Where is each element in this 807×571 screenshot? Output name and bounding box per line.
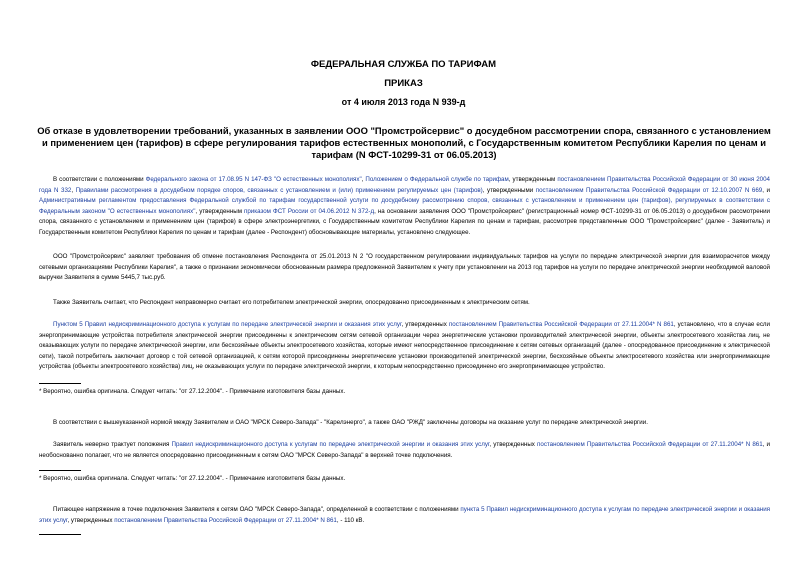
link-clause-5-rules-b[interactable]: пункта 5 Правил недискриминационного доступа к услугам по передаче электрической энергии и оказания этих услуг: [39, 506, 771, 524]
link-federal-law-147[interactable]: Федерального закона от 17.08.95 N 147-ФЗ "О естественных монополиях": [145, 176, 362, 183]
paragraph-1: [39, 175, 770, 238]
paragraph-4: [39, 320, 770, 373]
link-decree-861[interactable]: постановлением Правительства Российской Федерации от 27.11.2004* N 861: [448, 321, 674, 328]
paragraph-5: В соответствии с вышеуказанной нормой между Заявителем и ОАО "МРСК Северо-Запада" - "Карелэнерго", а также ОАО "РЖД" заключены договоры на оказание услуг по передаче электрической энергии.: [53, 419, 648, 426]
p1-text-7: , утвержденным: [195, 207, 245, 215]
footnote-divider-2: [39, 470, 81, 471]
paragraph-2: ООО "Промстройсервис" заявляет требования об отмене постановления Респондента от 25.01.2013 N 2 "О государственном регулировании индивидуальных тарифов на услуги по передаче электрической энергии для взаиморасчетов между сетевыми организациями Республики Карелия", а также о признании экономически обоснованным размера предложенной Заявителем к учету при установлении на 2013 год тарифов на услуги по передаче электрической энергии необходимой валовой выручки Заявителя в сумме 5445,7 тыс.руб.: [39, 253, 770, 281]
paragraph-6: [39, 440, 770, 461]
paragraph-3: Также Заявитель считает, что Респондент неправомерно считает его потребителем электрической энергии, опосредованно присоединенным к электрическим сетям.: [53, 299, 530, 306]
document-title: Об отказе в удовлетворении требований, указанных в заявлении ООО "Промстройсервис" о досудебном рассмотрении спора, связанного с установлением и применением цен (тарифов) в сфере регулирования тарифов естественных монополий, с Государственным комитетом Республики Карелия по ценам и тарифам (N ФСТ-10299-31 от 06.05.2013): [37, 125, 771, 160]
footnote-divider: [39, 383, 81, 384]
link-nondiscriminatory-rules[interactable]: Правил недискриминационного доступа к услугам по передаче электрической энергии и оказания этих услуг: [171, 441, 490, 448]
p1-text-4: ,: [71, 186, 76, 194]
p1-text-6: , и: [762, 186, 770, 194]
link-decree-861-c[interactable]: постановлением Правительства Российской Федерации от 27.11.2004* N 861: [114, 516, 337, 524]
p1-text-8: , на основании заявления ООО "Промстройсервис" (регистрационный номер ФСТ-10299-31 от 06.05.2013) о досудебном рассмотрении спора, связанного с установлением и применением цен (тарифов) в сфере электроэнергетики, с Государственным комитетом Республики Карелия по ценам и тарифам, рассмотрев представленные ООО "Промстройсервис" (далее - Заявитель) и Государственным комитетом Республики Карелия по ценам и тарифам (далее - Респондент) обосновывающие материалы, установлено следующее.: [39, 207, 770, 236]
p1-text-1: В соответствии с положениями: [53, 176, 146, 183]
doc-type-heading: ПРИКАЗ: [384, 78, 423, 89]
link-dispute-rules[interactable]: Правилами рассмотрения в досудебном порядке споров, связанных с установлением и (или) применением регулируемых цен (тарифов): [75, 186, 483, 194]
p1-text-2: ,: [361, 176, 366, 183]
paragraph-7: [39, 505, 770, 526]
p6-text-3: , и необоснованно полагает, что не является опосредованно присоединенным к сетям ОАО "МРСК Северо-Запада" в верхней точке подключения.: [39, 441, 770, 459]
p7-text-3: , - 110 кВ.: [336, 516, 365, 524]
link-decree-861-b[interactable]: постановлением Правительства Российской Федерации от 27.11.2004* N 861: [537, 441, 763, 448]
link-order-372[interactable]: приказом ФСТ России от 04.06.2012 N 372-д: [244, 207, 375, 215]
link-admin-regulation[interactable]: Административным регламентом предоставления Федеральной службой по тарифам государственной услуги по досудебному рассмотрению споров, связанных с установлением и применением цен (тарифов), регулируемых в соответствии с Федеральным законом "О естественных монополиях": [39, 197, 770, 215]
p6-text-1: Заявитель неверно трактует положения: [53, 441, 172, 448]
footnote-2: * Вероятно, ошибка оригинала. Следует читать: "от 27.12.2004". - Примечание изготовителя базы данных.: [39, 475, 346, 482]
p4-text-1: , утвержденных: [401, 321, 449, 328]
footnote-divider-3: [39, 534, 81, 535]
p6-text-2: , утвержденных: [489, 441, 538, 448]
link-decree-669[interactable]: постановлением Правительства Российской Федерации от 12.10.2007 N 669: [535, 186, 763, 194]
p7-text-2: , утвержденных: [67, 516, 115, 524]
p4-text-2: , установлено, что в случае если энергопринимающие устройства потребителя электрической энергии присоединены к электрическим сетям сетевой организации через энергетические установки производителей электрической энергии, объекты электросетевого хозяйства лиц, не оказывающих услуги по передаче электрической энергии, или бесхозяйные объекты электросетевого хозяйства, которые имеют непосредственное присоединение к сетям сетевых организаций (далее - опосредованное присоединение к электрической сети), такой потребитель заключает договор с той сетевой организацией, к сетям которой присоединены энергетические установки производителей электрической энергии, бесхозяйные объекты электросетевого хозяйства или энергопринимающие устройства (объекты электросетевого хозяйства) лиц, не оказывающих услуги по передаче электрической энергии, к которым непосредственно присоединено его энергопринимающее устройство.: [39, 321, 770, 370]
date-number-heading: от 4 июля 2013 года N 939-д: [341, 97, 466, 107]
p7-text-1: Питающее напряжение в точке подключения Заявителя к сетям ОАО "МРСК Северо-Запада", определенной в соответствии с положениями: [53, 506, 461, 513]
footnote-1: * Вероятно, ошибка оригинала. Следует читать: "от 27.12.2004". - Примечание изготовителя базы данных.: [39, 388, 346, 395]
agency-heading: ФЕДЕРАЛЬНАЯ СЛУЖБА ПО ТАРИФАМ: [310, 59, 497, 70]
link-fst-regulation[interactable]: Положением о Федеральной службе по тарифам: [365, 176, 509, 183]
link-clause-5-rules[interactable]: Пунктом 5 Правил недискриминационного доступа к услугам по передаче электрической энергии и оказания этих услуг: [53, 321, 402, 328]
p1-text-5: , утвержденными: [482, 186, 536, 194]
p1-text-3: , утвержденным: [508, 176, 558, 183]
link-decree-332[interactable]: постановлением Правительства Российской Федерации от 30 июня 2004 года N 332: [39, 176, 770, 194]
